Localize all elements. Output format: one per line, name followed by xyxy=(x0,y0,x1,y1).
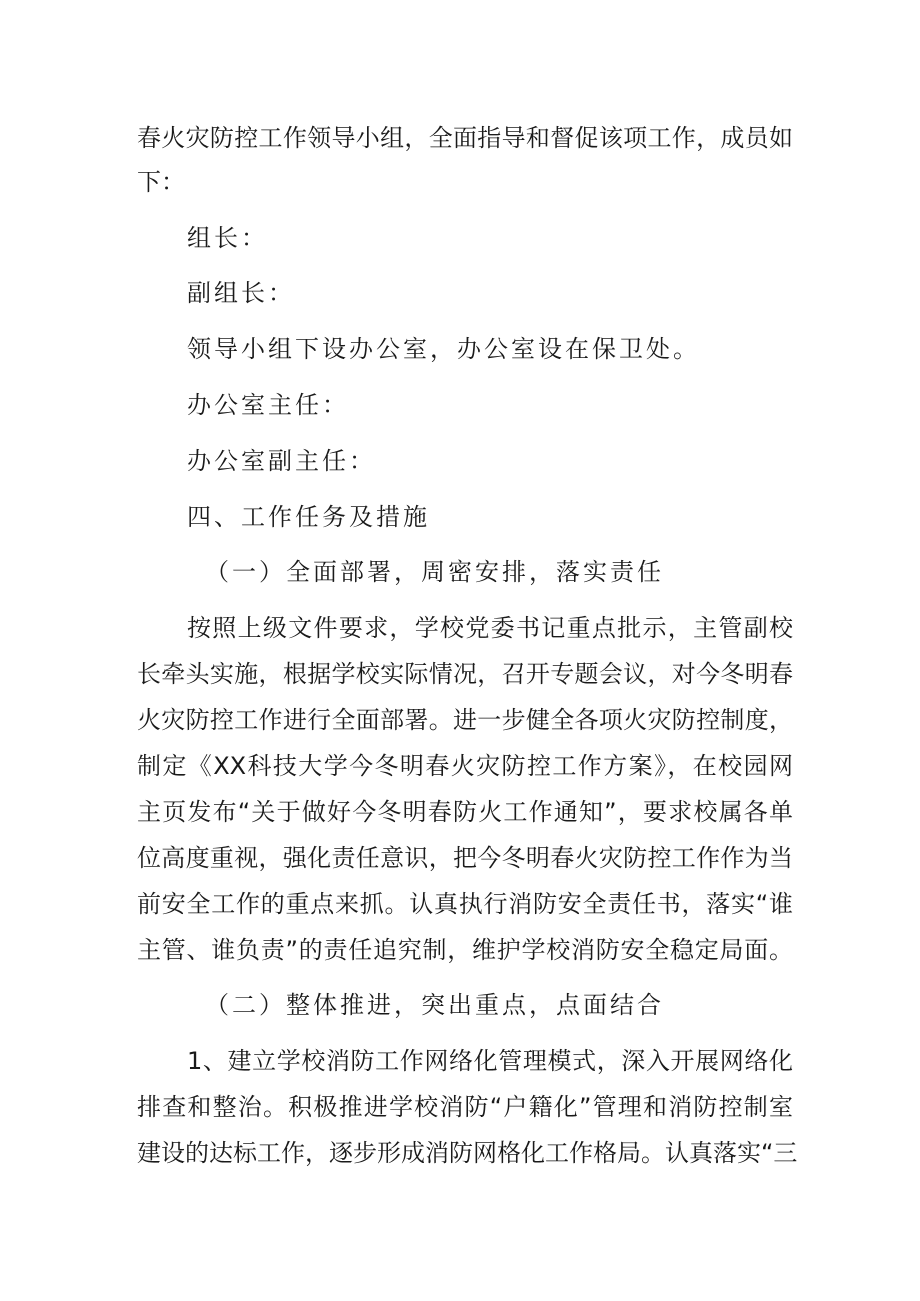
text-line: 按照上级文件要求，学校党委书记重点批示，主管副校 xyxy=(187,614,793,642)
text-line: 前安全工作的重点来抓。认真执行消防安全责任书，落实“谁 xyxy=(137,890,793,918)
text-line: （二）整体推进，突出重点，点面结合 xyxy=(205,991,664,1019)
text-line: 春火灾防控工作领导小组，全面指导和督促该项工作，成员如 xyxy=(137,124,793,152)
text-line: 1、建立学校消防工作网络化管理模式，深入开展网络化 xyxy=(187,1047,793,1075)
text-line: 副组长： xyxy=(187,279,295,307)
text-line: 长牵头实施，根据学校实际情况，召开专题会议，对今冬明春 xyxy=(137,660,793,688)
text-line: 主页发布“关于做好今冬明春防火工作通知”，要求校属各单 xyxy=(137,798,793,826)
text-line: 四、工作任务及措施 xyxy=(187,503,430,531)
text-line: 排查和整治。积极推进学校消防“户籍化”管理和消防控制室 xyxy=(137,1093,793,1121)
text-line: 火灾防控工作进行全面部署。进一步健全各项火灾防控制度， xyxy=(137,706,793,734)
text-line: 主管、谁负责”的责任追究制，维护学校消防安全稳定局面。 xyxy=(137,936,793,964)
text-line: 组长： xyxy=(187,224,268,252)
text-line: 位高度重视，强化责任意识，把今冬明春火灾防控工作作为当 xyxy=(137,844,793,872)
text-line: 办公室副主任： xyxy=(187,447,376,475)
text-line: 下： xyxy=(137,168,185,196)
text-line: 办公室主任： xyxy=(187,391,349,419)
text-line: 建设的达标工作，逐步形成消防网格化工作格局。认真落实“三 xyxy=(137,1139,798,1167)
text-line: 领导小组下设办公室，办公室设在保卫处。 xyxy=(187,335,700,363)
text-line: （一）全面部署，周密安排，落实责任 xyxy=(205,558,664,586)
text-line: 制定《XX科技大学今冬明春火灾防控工作方案》，在校园网 xyxy=(137,752,793,780)
